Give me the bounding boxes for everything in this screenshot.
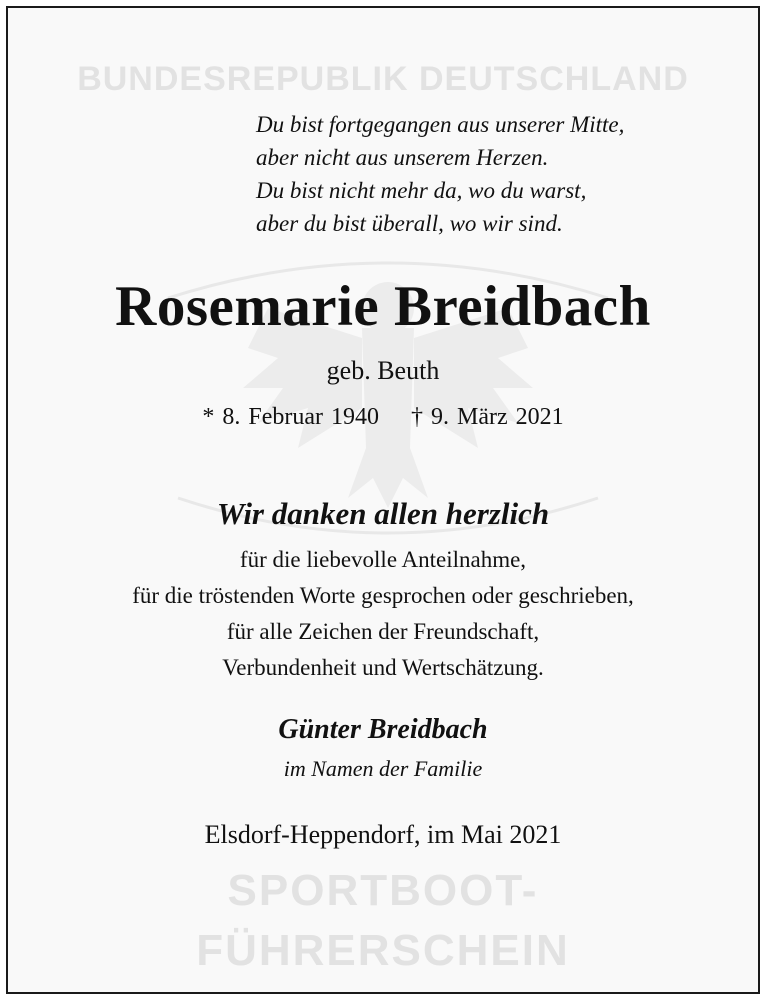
watermark-bottom-line1: SPORTBOOT-	[227, 866, 539, 915]
death-date: † 9. März 2021	[411, 404, 564, 430]
watermark-top-text: BUNDESREPUBLIK DEUTSCHLAND	[77, 60, 689, 98]
birth-date: * 8. Februar 1940	[202, 404, 379, 430]
thanks-heading: Wir danken allen herzlich	[216, 496, 550, 531]
place-date: Elsdorf-Heppendorf, im Mai 2021	[204, 820, 562, 849]
obituary-notice	[6, 6, 760, 994]
deceased-name: Rosemarie Breidbach	[115, 275, 651, 338]
signer-subtitle: im Namen der Familie	[283, 756, 483, 781]
life-dates	[8, 404, 758, 431]
signer-name: Günter Breidbach	[278, 714, 488, 745]
poem-line: Du bist fortgegangen aus unserer Mitte,	[256, 112, 625, 137]
birth-name: geb. Beuth	[326, 356, 440, 385]
thanks-line: für die liebevolle Anteilnahme,	[239, 547, 527, 572]
watermark-bottom-line2: FÜHRERSCHEIN	[196, 926, 570, 975]
thanks-line: für alle Zeichen der Freundschaft,	[226, 619, 540, 644]
thanks-text	[8, 542, 758, 686]
poem-line: aber du bist überall, wo wir sind.	[256, 211, 563, 236]
poem	[256, 108, 624, 240]
poem-line: aber nicht aus unserem Herzen.	[256, 145, 549, 170]
thanks-line: für die tröstenden Worte gesprochen oder geschrieben,	[132, 583, 634, 608]
poem-line: Du bist nicht mehr da, wo du warst,	[256, 178, 587, 203]
thanks-line: Verbundenheit und Wertschätzung.	[222, 655, 544, 680]
